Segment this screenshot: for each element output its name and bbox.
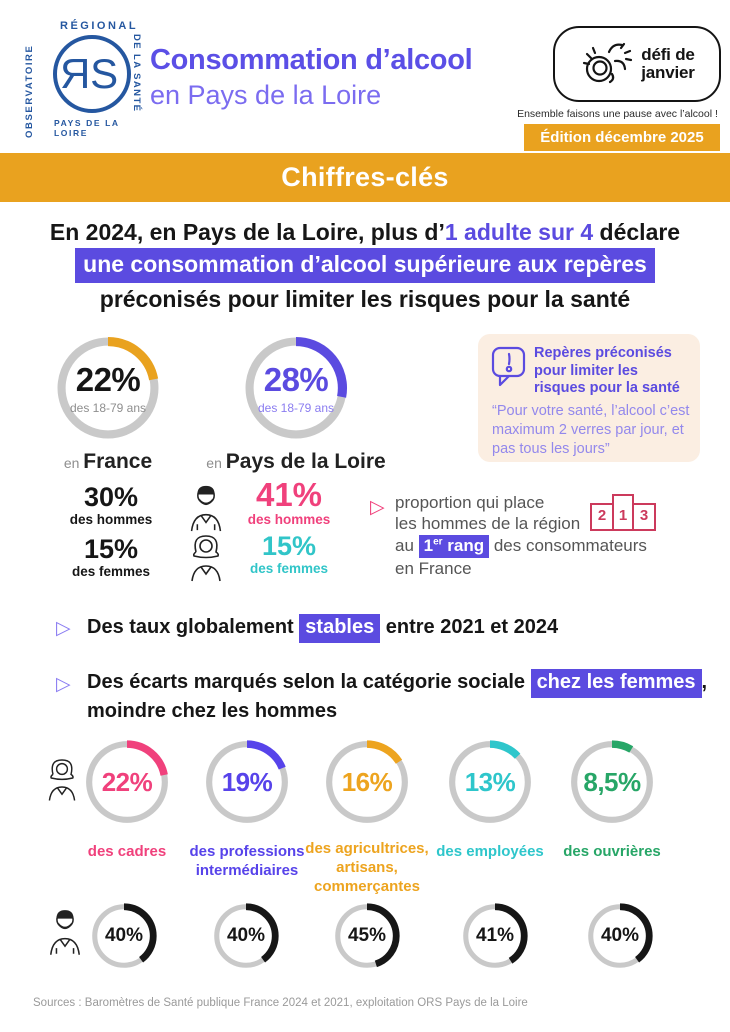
headline-highlight-ratio: 1 adulte sur 4 xyxy=(444,219,594,245)
reperes-quote: “Pour votre santé, l’alcool c’est maximum 2 verres par jour, et pas tous les jours” xyxy=(492,403,690,457)
bullet-stables: Des taux globalement stables entre 2021 et 2024 xyxy=(87,614,707,643)
edition-badge: Édition décembre 2025 xyxy=(524,124,720,151)
defi-de-janvier-logo xyxy=(553,26,721,102)
rank-note: proportion qui place les hommes de la région au 1er rang des consommateurs en France xyxy=(395,493,647,579)
donut-ouvrieres: 8,5% xyxy=(568,738,656,826)
donut-hommes-cadres: 40% xyxy=(90,902,158,970)
podium-rank-3: 3 xyxy=(634,503,656,531)
donut-france-caption: en France xyxy=(63,450,153,473)
donut-pdl-caption: en Pays de la Loire xyxy=(206,450,386,473)
donut-france-sublabel: des 18-79 ans xyxy=(69,401,147,415)
headline-highlight-box: une consommation d’alcool supérieure aux repères xyxy=(75,248,655,282)
woman-icon xyxy=(44,752,80,804)
triangle-bullet-icon: ▷ xyxy=(370,497,385,518)
ors-logo-text-top: RÉGIONAL xyxy=(60,20,139,32)
triangle-bullet-icon: ▷ xyxy=(56,618,71,639)
label-employees: des employées xyxy=(436,843,544,860)
headline-line3: préconisés pour limiter les risques pour la santé xyxy=(99,285,631,312)
donut-hommes-employes: 41% xyxy=(461,902,529,970)
donut-professions-intermediaires: 19% xyxy=(203,738,291,826)
label-agricultrices: des agricultrices, artisans, commerçantes xyxy=(305,840,429,895)
defi-logo-text: défi de janvier xyxy=(641,45,695,82)
stat-region-femmes: 15% des femmes xyxy=(249,531,329,576)
donut-employees: 13% xyxy=(446,738,534,826)
stat-france-femmes: 15% des femmes xyxy=(71,534,151,579)
woman-icon xyxy=(186,530,226,582)
triangle-bullet-icon: ▷ xyxy=(56,674,71,695)
ors-logo-text-right: DE LA SANTÉ xyxy=(131,34,142,113)
headline-line1: En 2024, en Pays de la Loire, plus d’1 adulte sur 4 déclare xyxy=(49,219,681,245)
donut-agricultrices: 16% xyxy=(323,738,411,826)
podium-icon xyxy=(590,494,656,531)
reperes-info-box xyxy=(478,334,700,462)
donut-france-value: 22% xyxy=(75,361,141,398)
label-professions: des professions intermédiaires xyxy=(189,843,305,879)
ors-logo xyxy=(24,20,144,138)
section-banner: Chiffres-clés xyxy=(0,153,730,202)
donut-pays-de-la-loire xyxy=(242,334,350,442)
label-ouvrieres: des ouvrières xyxy=(563,843,661,860)
podium-rank-1: 1 xyxy=(612,494,634,531)
ors-monogram-circle xyxy=(53,35,131,113)
sources-note: Sources : Baromètres de Santé publique France 2024 et 2021, exploitation ORS Pays de la Loire xyxy=(33,997,528,1009)
donut-pdl-sublabel: des 18-79 ans xyxy=(257,401,335,415)
bullet-highlight: stables xyxy=(299,614,380,643)
reperes-title: Repères préconisés pour limiter les risques pour la santé xyxy=(534,345,680,397)
podium-rank-2: 2 xyxy=(590,503,612,531)
donut-hommes-agriculteurs: 45% xyxy=(333,902,401,970)
ors-logo-text-bottom: PAYS DE LA LOIRE xyxy=(54,118,120,138)
bullet-ecarts: Des écarts marqués selon la catégorie sociale chez les femmes , moindre chez les hommes xyxy=(87,671,708,722)
alert-bubble-icon xyxy=(491,346,527,395)
bullet-highlight: chez les femmes xyxy=(531,669,702,698)
defi-doodle-icon xyxy=(579,36,635,93)
man-icon xyxy=(186,482,226,532)
donut-pdl-value: 28% xyxy=(263,361,329,398)
donut-cadres: 22% xyxy=(83,738,171,826)
donut-hommes-professions: 40% xyxy=(212,902,280,970)
ors-logo-text-left: OBSERVATOIRE xyxy=(24,44,35,138)
page-title-line1: Consommation d’alcool xyxy=(150,44,473,76)
stat-france-hommes: 30% des hommes xyxy=(69,482,153,527)
label-cadres: des cadres xyxy=(87,843,167,860)
headline xyxy=(0,216,730,315)
rank-highlight: 1er rang xyxy=(419,535,489,558)
defi-tagline: Ensemble faisons une pause avec l’alcool ! xyxy=(517,108,718,120)
donut-hommes-ouvriers: 40% xyxy=(586,902,654,970)
ors-monogram: RS xyxy=(66,50,112,97)
man-icon xyxy=(46,906,84,956)
donut-france xyxy=(54,334,162,442)
page-title-line2: en Pays de la Loire xyxy=(150,80,382,110)
headline-line2 xyxy=(0,248,730,282)
stat-region-hommes: 41% des hommes xyxy=(247,476,331,527)
page-title xyxy=(150,44,472,111)
